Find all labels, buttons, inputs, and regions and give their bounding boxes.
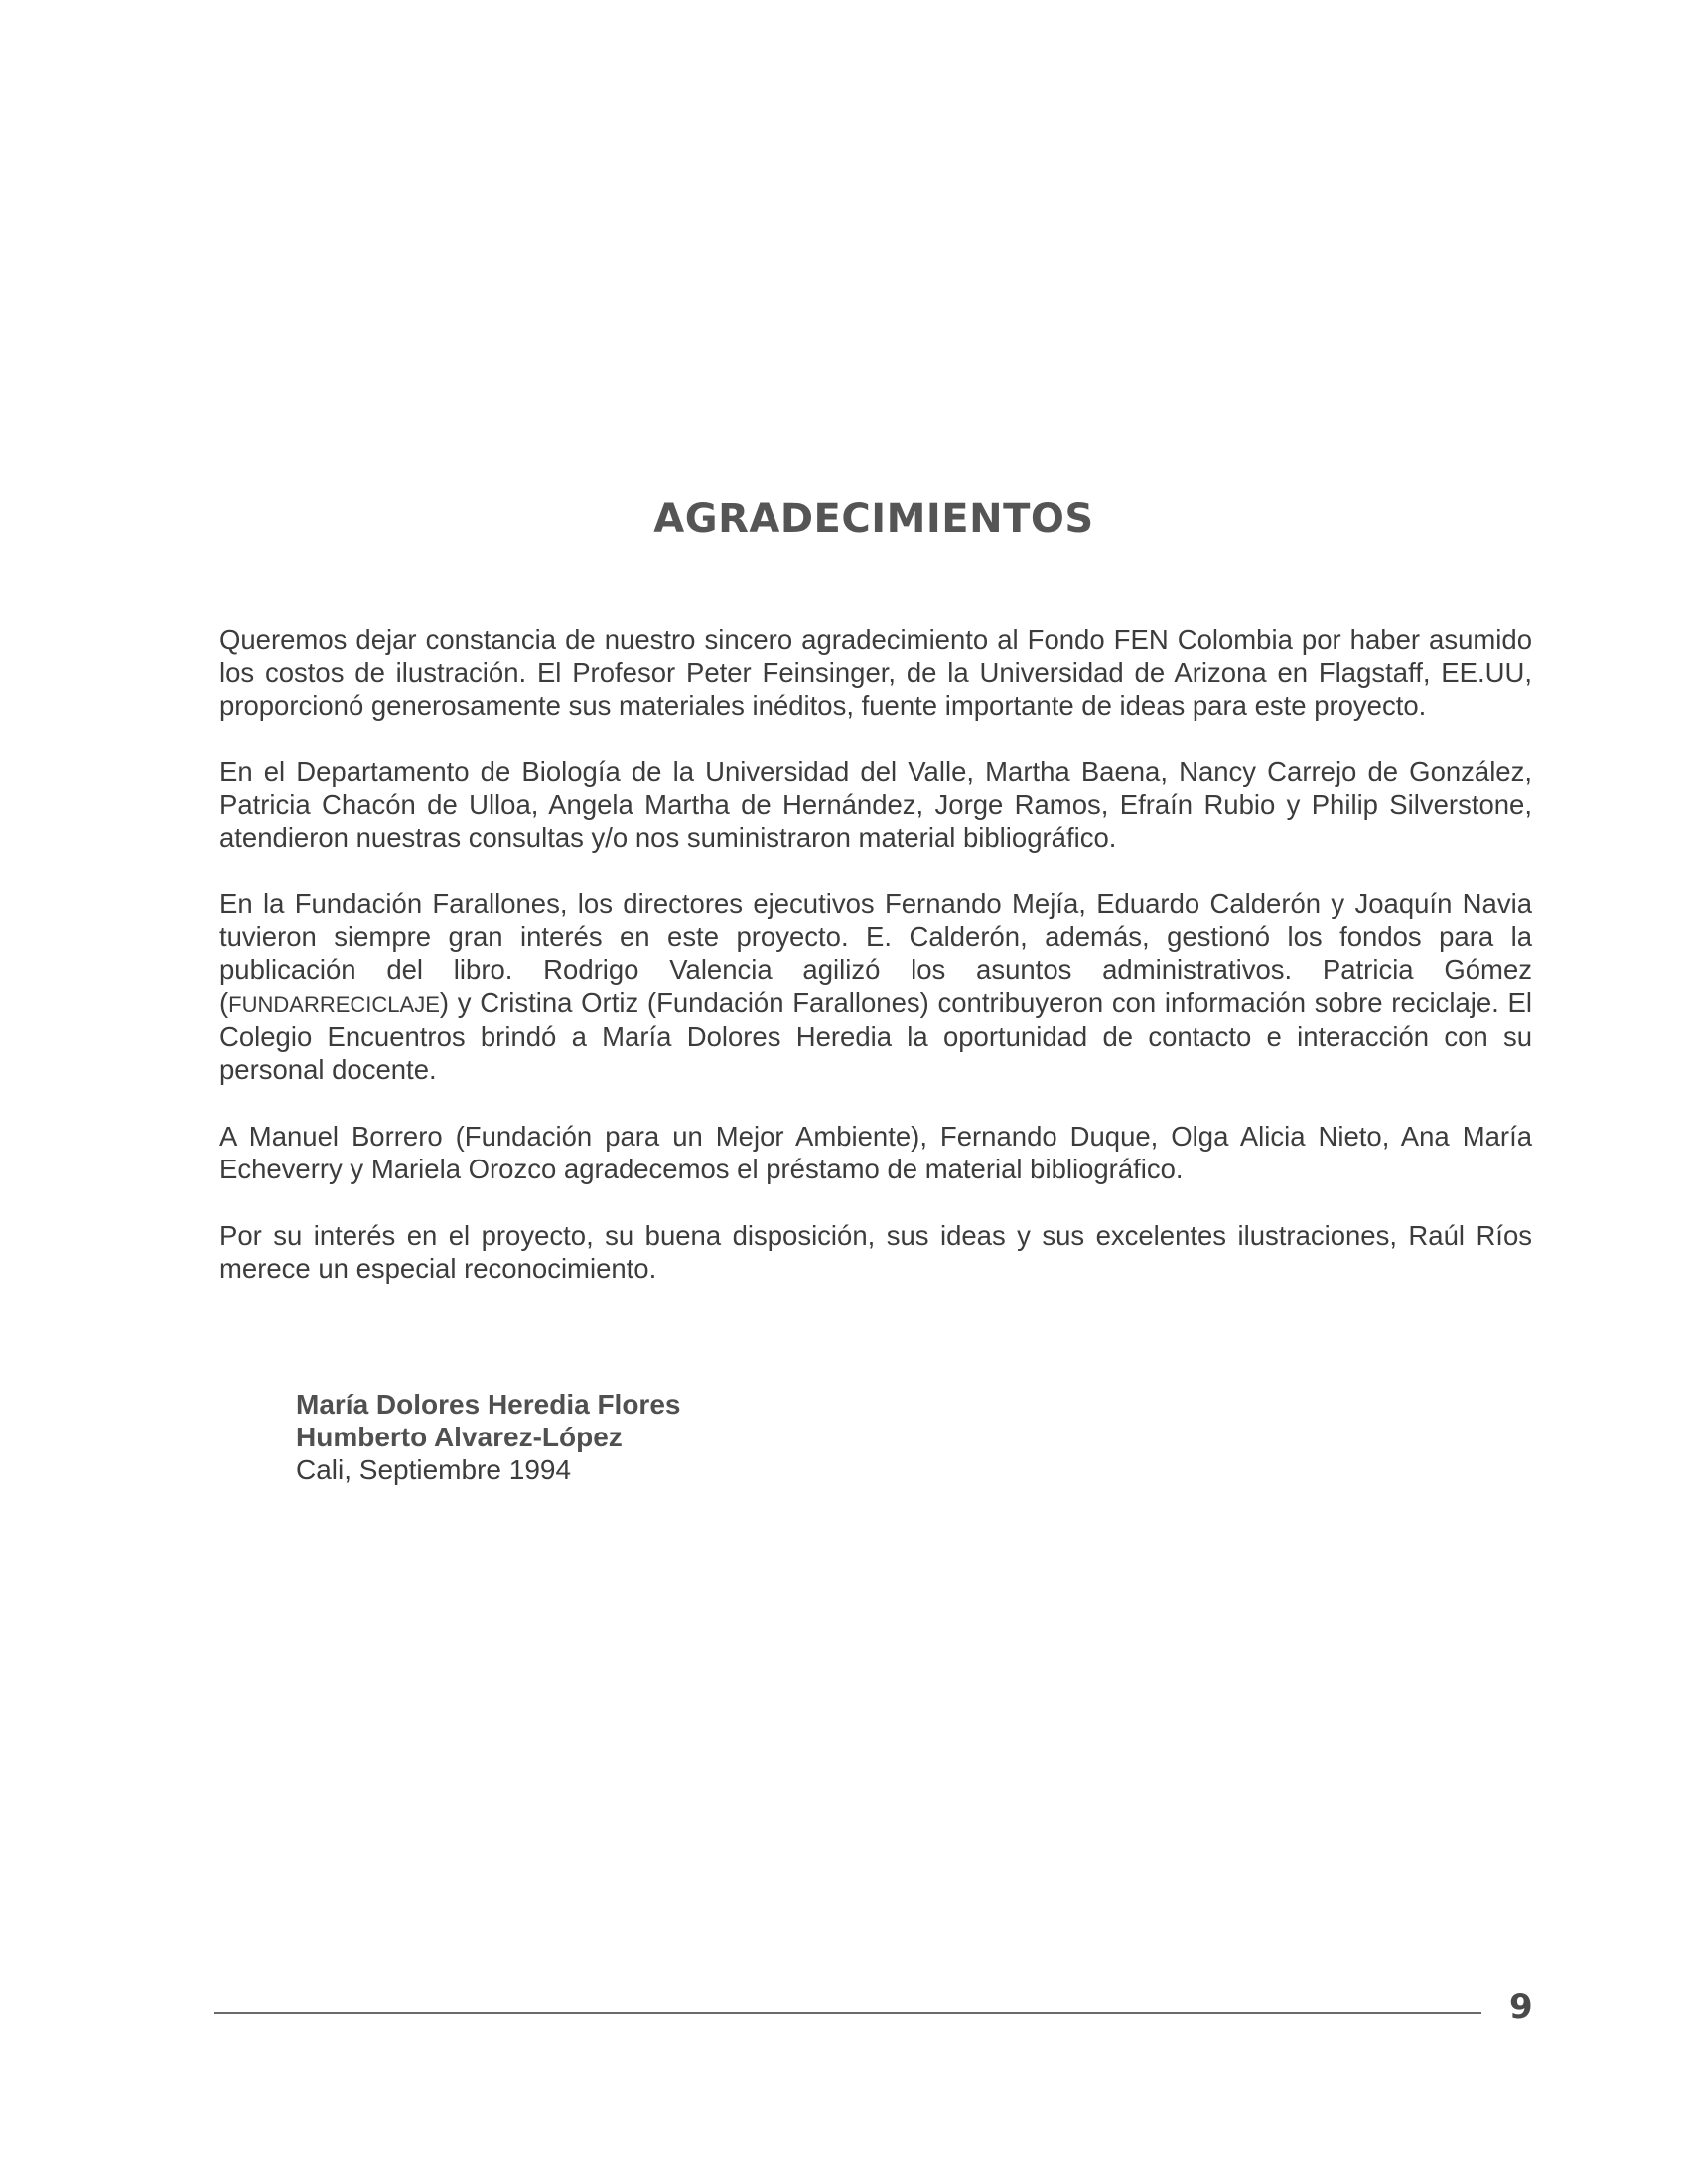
signature-block — [296, 1388, 680, 1486]
paragraph-fen-colombia: Queremos dejar constancia de nuestro sincero agradecimiento al Fondo FEN Colombia por haber asumido los costos de ilustración. El Profesor Peter Feinsinger, de la Universidad de Arizona en Flagstaff, EE.UU, proporcionó generosamente sus materiales inéditos, fuente importante de ideas para este proyecto. — [219, 624, 1532, 721]
author-name: María Dolores Heredia Flores — [296, 1389, 681, 1420]
page-number: 9 — [1509, 1987, 1533, 2027]
paragraph-text: En la Fundación Farallones, los directores ejecutivos Fernando Mejía, Eduardo Calderón y Joaquín Navia tuvieron siempre gran interés en este proyecto. E. Calderón, además, gestionó los fondos para la publicación del libro. Rodrigo Valencia agilizó los asuntos administrativos. Patricia Gómez ( — [219, 888, 1532, 1018]
place-date: Cali, Septiembre 1994 — [296, 1454, 572, 1485]
footer-rule — [214, 2012, 1481, 2014]
author-name: Humberto Alvarez-López — [296, 1422, 623, 1452]
paragraph-text: ) y Cristina Ortiz (Fundación Farallones) contribuyeron con información sobre reciclaje. El Colegio Encuentros brindó a María Dolores Heredia la oportunidad de contacto e interacción con su personal docente. — [219, 987, 1532, 1085]
paragraph-fundacion-farallones — [219, 887, 1532, 1086]
paragraph-raul-rios: Por su interés en el proyecto, su buena disposición, sus ideas y sus excelentes ilustraciones, Raúl Ríos merece un especial reconocimiento. — [219, 1220, 1532, 1284]
page-title: AGRADECIMIENTOS — [653, 496, 1094, 542]
paragraph-universidad-del-valle: En el Departamento de Biología de la Universidad del Valle, Martha Baena, Nancy Carrejo de González, Patricia Chacón de Ulloa, Angela Martha de Hernández, Jorge Ramos, Efraín Rubio y Philip Silverstone, atendieron nuestras consultas y/o nos suministraron material bibliográfico. — [219, 756, 1532, 853]
organization-name: FUNDARRECICLAJE — [228, 992, 440, 1017]
paragraph-material-bibliografico: A Manuel Borrero (Fundación para un Mejor Ambiente), Fernando Duque, Olga Alicia Nieto, Ana María Echeverry y Mariela Orozco agradecemos el préstamo de material bibliográfico. — [219, 1121, 1532, 1184]
acknowledgements-body — [219, 623, 1532, 1318]
